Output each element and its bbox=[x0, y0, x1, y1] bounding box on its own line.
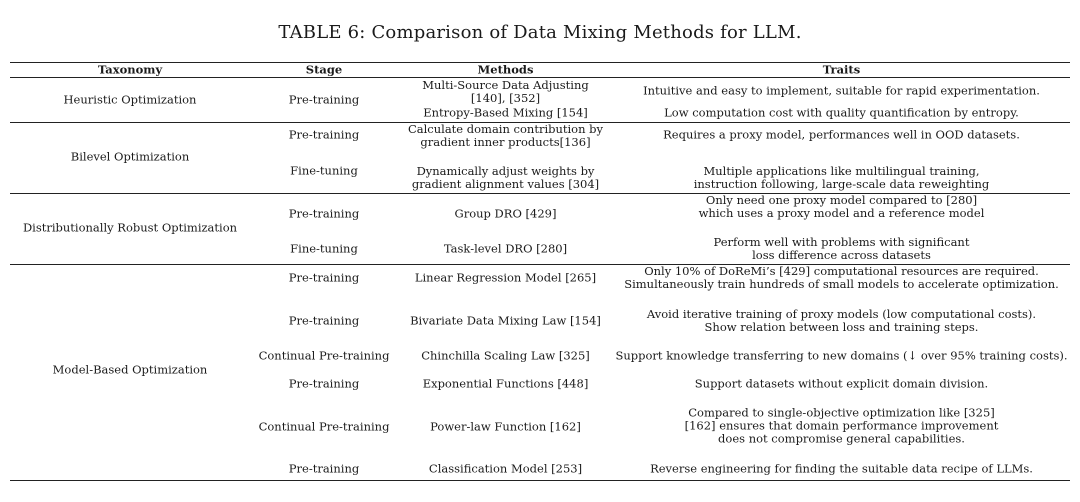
header-traits: Traits bbox=[822, 62, 861, 77]
bottom-rule bbox=[10, 480, 1070, 481]
stage-cell: Pre-training bbox=[288, 313, 360, 328]
methods-cell: Chinchilla Scaling Law [325] bbox=[421, 348, 590, 363]
traits-line: Only need one proxy model compared to [280] bbox=[705, 193, 978, 207]
stage-cell: Pre-training bbox=[288, 127, 360, 142]
traits-cell bbox=[613, 265, 1070, 291]
traits-line: Simultaneously train hundreds of small models to accelerate optimization. bbox=[624, 277, 1059, 291]
stage-cell: Pre-training bbox=[288, 92, 360, 107]
traits-cell bbox=[613, 308, 1070, 334]
traits-line: Multiple applications like multilingual training, bbox=[703, 164, 980, 178]
traits-cell: Low computation cost with quality quantification by entropy. bbox=[664, 105, 1019, 120]
methods-cell: Power-law Function [162] bbox=[430, 419, 581, 434]
traits-line: Perform well with problems with significant bbox=[713, 235, 970, 249]
traits-cell: Reverse engineering for finding the suitable data recipe of LLMs. bbox=[650, 461, 1033, 476]
methods-cell: Exponential Functions [448] bbox=[422, 376, 589, 391]
header-stage: Stage bbox=[305, 62, 343, 77]
methods-cell: Bivariate Data Mixing Law [154] bbox=[410, 313, 601, 328]
header-methods: Methods bbox=[477, 62, 534, 77]
methods-cell: Group DRO [429] bbox=[454, 206, 557, 221]
traits-line: Compared to single-objective optimization like [325] bbox=[688, 405, 995, 420]
stage-cell: Continual Pre-training bbox=[258, 419, 390, 434]
stage-cell: Continual Pre-training bbox=[258, 348, 390, 363]
stage-cell: Fine-tuning bbox=[290, 163, 358, 178]
traits-cell: Support knowledge transferring to new domains (↓ over 95% training costs). bbox=[615, 348, 1068, 363]
traits-line: Show relation between loss and training steps. bbox=[704, 320, 979, 334]
taxonomy-model-based: Model-Based Optimization bbox=[52, 362, 208, 377]
methods-line: [140], [352] bbox=[470, 91, 541, 105]
methods-line: Calculate domain contribution by bbox=[407, 122, 604, 136]
traits-line: loss difference across datasets bbox=[752, 248, 931, 262]
methods-cell: Linear Regression Model [265] bbox=[414, 270, 597, 285]
methods-cell bbox=[398, 79, 613, 105]
traits-cell: Support datasets without explicit domain division. bbox=[694, 376, 989, 391]
traits-cell bbox=[613, 165, 1070, 191]
traits-line: Avoid iterative training of proxy models (low computational costs). bbox=[646, 307, 1037, 321]
table-caption: TABLE 6: Comparison of Data Mixing Methods for LLM. bbox=[278, 22, 802, 43]
traits-line: [162] ensures that domain performance improvement bbox=[684, 418, 999, 433]
header-taxonomy: Taxonomy bbox=[97, 62, 163, 77]
stage-cell: Pre-training bbox=[288, 376, 360, 391]
traits-cell: Intuitive and easy to implement, suitable for rapid experimentation. bbox=[643, 83, 1040, 98]
methods-cell: Classification Model [253] bbox=[428, 461, 583, 476]
methods-cell bbox=[398, 123, 613, 149]
methods-cell: Task-level DRO [280] bbox=[443, 241, 568, 256]
stage-cell: Fine-tuning bbox=[290, 241, 358, 256]
traits-cell bbox=[613, 194, 1070, 220]
methods-line: Multi-Source Data Adjusting bbox=[422, 78, 589, 92]
traits-cell bbox=[613, 236, 1070, 262]
methods-line: Dynamically adjust weights by bbox=[416, 164, 595, 178]
traits-cell: Requires a proxy model, performances well in OOD datasets. bbox=[663, 127, 1020, 142]
taxonomy-dro: Distributionally Robust Optimization bbox=[22, 220, 238, 235]
traits-line: which uses a proxy model and a reference model bbox=[698, 206, 985, 220]
taxonomy-heuristic: Heuristic Optimization bbox=[63, 92, 197, 107]
traits-line: Only 10% of DoReMi’s [429] computational resources are required. bbox=[644, 264, 1039, 278]
stage-cell: Pre-training bbox=[288, 206, 360, 221]
methods-line: gradient inner products[136] bbox=[420, 135, 591, 149]
methods-cell: Entropy-Based Mixing [154] bbox=[423, 105, 588, 120]
methods-line: gradient alignment values [304] bbox=[411, 177, 600, 191]
traits-line: does not compromise general capabilities. bbox=[718, 431, 965, 446]
taxonomy-bilevel: Bilevel Optimization bbox=[70, 149, 190, 164]
stage-cell: Pre-training bbox=[288, 270, 360, 285]
stage-cell: Pre-training bbox=[288, 461, 360, 476]
traits-cell bbox=[613, 407, 1070, 446]
methods-cell bbox=[398, 165, 613, 191]
traits-line: instruction following, large-scale data reweighting bbox=[693, 177, 990, 191]
